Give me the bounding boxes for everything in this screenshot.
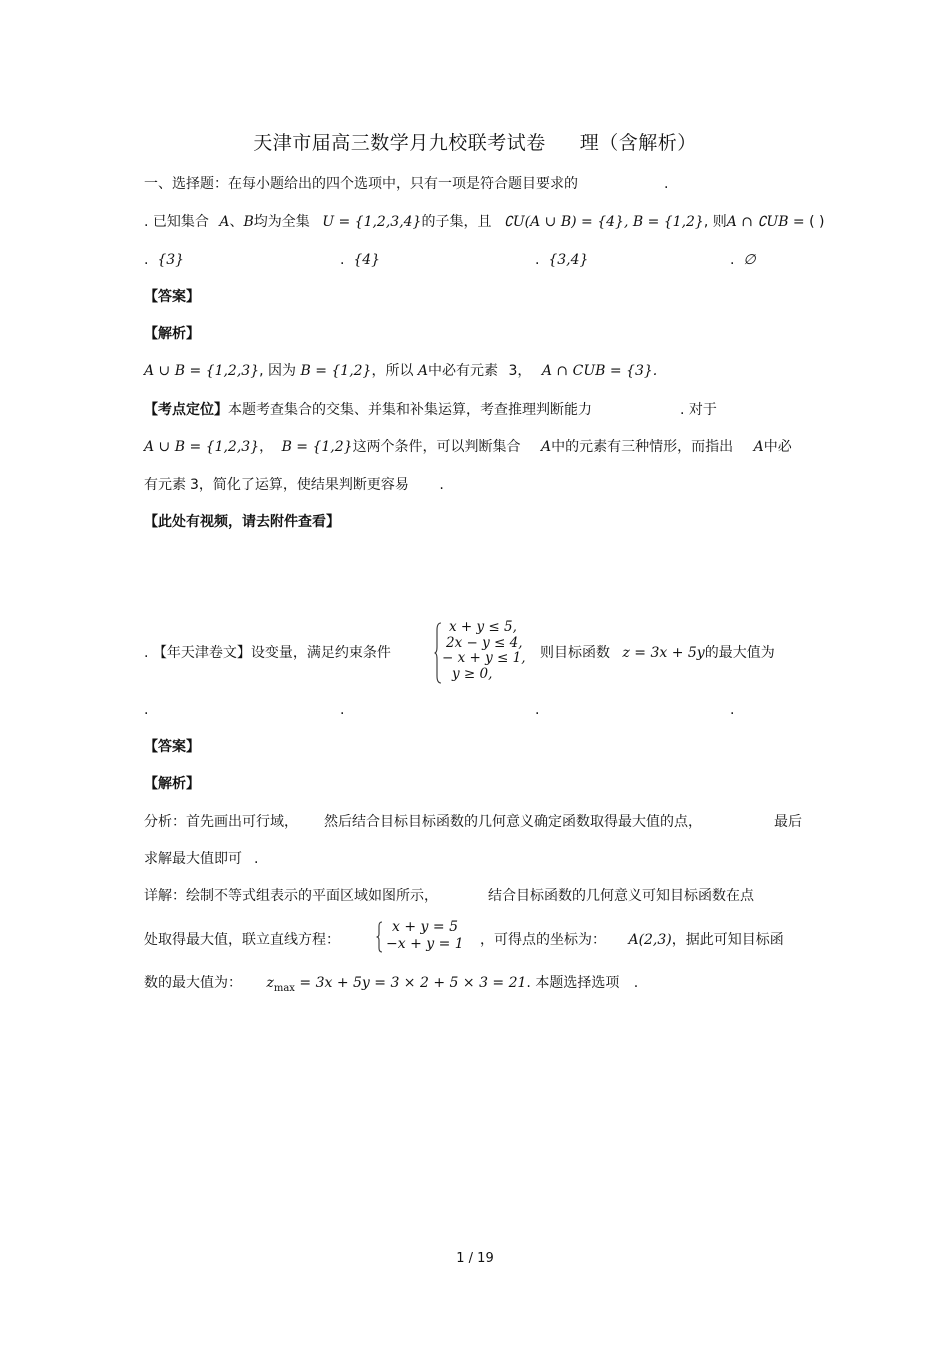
kaodian-line-1: 【考点定位】本题考查集合的交集、并集和补集运算，考查推理判断能力 . 对于	[144, 402, 717, 418]
question-2-prefix: . 【年天津卷文】设变量，满足约束条件	[144, 645, 391, 661]
question-1-stem: . 已知集合 A、B均为全集 U = {1,2,3,4}的子集，且 ∁U(A ∪ B) = {4}, B = {1,2}, 则A ∩ ∁UB = ( )	[144, 214, 825, 230]
kaodian-line-2: A ∪ B = {1,2,3}， B = {1,2}这两个条件，可以判断集合 A中的元素有三种情形，而指出 A中必	[144, 439, 792, 455]
title-main: 天津市届高三数学月九校联考试卷	[253, 132, 546, 154]
option-a: . {3}	[144, 252, 185, 268]
q2-analysis-line-2: 求解最大值即可 .	[144, 851, 259, 867]
constraint-4: y ≥ 0,	[452, 665, 493, 682]
constraint-3: − x + y ≤ 1,	[442, 650, 526, 666]
constraint-system	[434, 620, 544, 686]
option-a-dot: .	[144, 702, 149, 718]
option-d-dot: .	[730, 702, 735, 718]
question-2-objective: 则目标函数 z = 3x + 5y的最大值为	[540, 645, 775, 661]
q2-analysis-line-4-label: 处取得最大值，联立直线方程：	[144, 932, 340, 948]
section-heading: 一、选择题：在每小题给出的四个选项中，只有一项是符合题目要求的 .	[144, 176, 669, 192]
point-a: A(2,3)	[628, 932, 672, 948]
analysis-label-2: 【解析】	[144, 776, 200, 792]
analysis-label-1: 【解析】	[144, 326, 200, 342]
title-suffix: 理（含解析）	[579, 132, 697, 154]
kaodian-line-3: 有元素 3，简化了运算，使结果判断更容易 .	[144, 477, 444, 493]
equation-2: −x + y = 1	[386, 936, 464, 952]
constraint-1: x + y ≤ 5,	[449, 619, 517, 635]
page-number: 1 / 19	[456, 1251, 494, 1266]
option-c-dot: .	[535, 702, 540, 718]
equation-1: x + y = 5	[392, 919, 458, 935]
answer-label-2: 【答案】	[144, 739, 200, 755]
option-c: . {3,4}	[535, 252, 589, 268]
option-b-dot: .	[340, 702, 345, 718]
left-brace-icon	[434, 622, 442, 684]
document-title	[0, 130, 950, 156]
equation-system	[376, 918, 486, 956]
document-page: 天津市届高三数学月九校联考试卷 理（含解析） 一、选择题：在每小题给出的四个选项中，只有一项是符合题目要求的 . . 已知集合 A、B均为全集 U = {1,2,3,4}的子集，且 ∁U(A ∪ B) = {4}, B = {1,2}, 则A ∩ ∁UB = ( ) . {3} . {4} . {3,4} . ∅ 【答案】 【解析】 A ∪ B = {1,2,3}, 因为 B = {1,2}，所以 A中必有元素 3， A ∩ CUB = {3}. 【考点定位】本题考查集合的交集、并集和补集运算，考查推理判断能力 . 对于 A ∪ B = {1,2,3}， B = {1,2}这两个条件，可以判断集合 A中的元素有三种情形，而指出 A中必 有元素 3，简化了运算，使结果判断更容易 . 【此处有视频，请去附件查看】 . 【年天津卷文】设变量，满足约束条件 x + y ≤ 5, 2x − y ≤ 4, − x + y ≤ 1, y ≥ 0, 则目标函数 z = 3x + 5y的最大值为 . . . . 【答案】 【解析】 分析：首先画出可行域， 然后结合目标目标函数的几何意义确定函数取得最大值的点， 最后 求解最大值即可 . 详解：绘制不等式组表示的平面区域如图所示， 结合目标函数的几何意义可知目标函数在点 处取得最大值，联立直线方程： x + y = 5 −x + y = 1 ，可得点的坐标为： A(2,3)，据此可知目标函 数的最大值为： $z_{max} = 3x + 5y = 3 \times 2 + 5 \times 3 = 21$. 本题选择选项 . 1 / 19	[0, 0, 950, 1345]
question-1-analysis: A ∪ B = {1,2,3}, 因为 B = {1,2}，所以 A中必有元素 3， A ∩ CUB = {3}.	[144, 363, 658, 379]
option-d: . ∅	[730, 252, 756, 268]
video-note: 【此处有视频，请去附件查看】	[144, 514, 340, 530]
q2-analysis-line-4-rest: ，可得点的坐标为： A(2,3)，据此可知目标函	[480, 932, 784, 948]
option-b: . {4}	[340, 252, 381, 268]
constraint-2: 2x − y ≤ 4,	[446, 634, 523, 651]
answer-label-1: 【答案】	[144, 289, 200, 305]
q2-analysis-line-5: 数的最大值为： $z_{max} = 3x + 5y = 3 \times 2 + 5 \times 3 = 21$. 本题选择选项 .	[144, 975, 639, 994]
left-brace-icon	[376, 921, 383, 953]
zmax-expression: $z_{max} = 3x + 5y = 3 \times 2 + 5 \times 3 = 21$	[266, 975, 527, 994]
